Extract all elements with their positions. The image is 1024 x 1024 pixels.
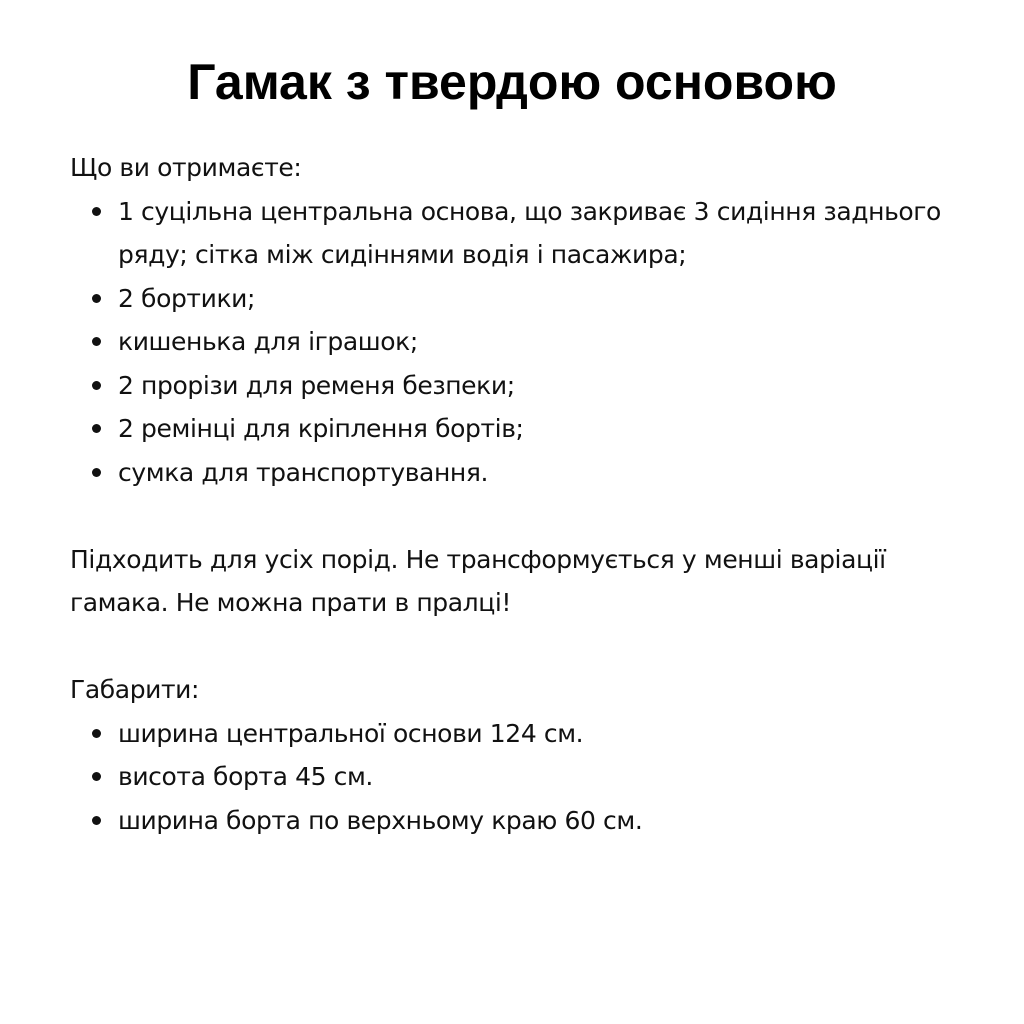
list-item: ширина центральної основи 124 см. bbox=[118, 712, 970, 756]
included-heading: Що ви отримаєте: bbox=[70, 153, 302, 182]
list-item: сумка для транспортування. bbox=[118, 451, 970, 495]
page-title: Гамак з твердою основою bbox=[187, 54, 837, 110]
list-item: 1 суцільна центральна основа, що закриває 3 сидіння заднього ряду; сітка між сидіннями водія і пасажира; bbox=[118, 190, 970, 277]
list-item: 2 прорізи для ременя безпеки; bbox=[118, 364, 970, 408]
list-item: 2 бортики; bbox=[118, 277, 970, 321]
product-description bbox=[70, 146, 970, 842]
dimensions-heading: Габарити: bbox=[70, 675, 200, 704]
dimensions-list bbox=[70, 712, 970, 843]
list-item: кишенька для іграшок; bbox=[118, 320, 970, 364]
list-item: висота борта 45 см. bbox=[118, 755, 970, 799]
included-list bbox=[70, 190, 970, 495]
list-item: ширина борта по верхньому краю 60 см. bbox=[118, 799, 970, 843]
list-item: 2 ремінці для кріплення бортів; bbox=[118, 407, 970, 451]
compatibility-note: Підходить для усіх порід. Не трансформується у менші варіації гамака. Не можна прати в пралці! bbox=[70, 544, 886, 617]
